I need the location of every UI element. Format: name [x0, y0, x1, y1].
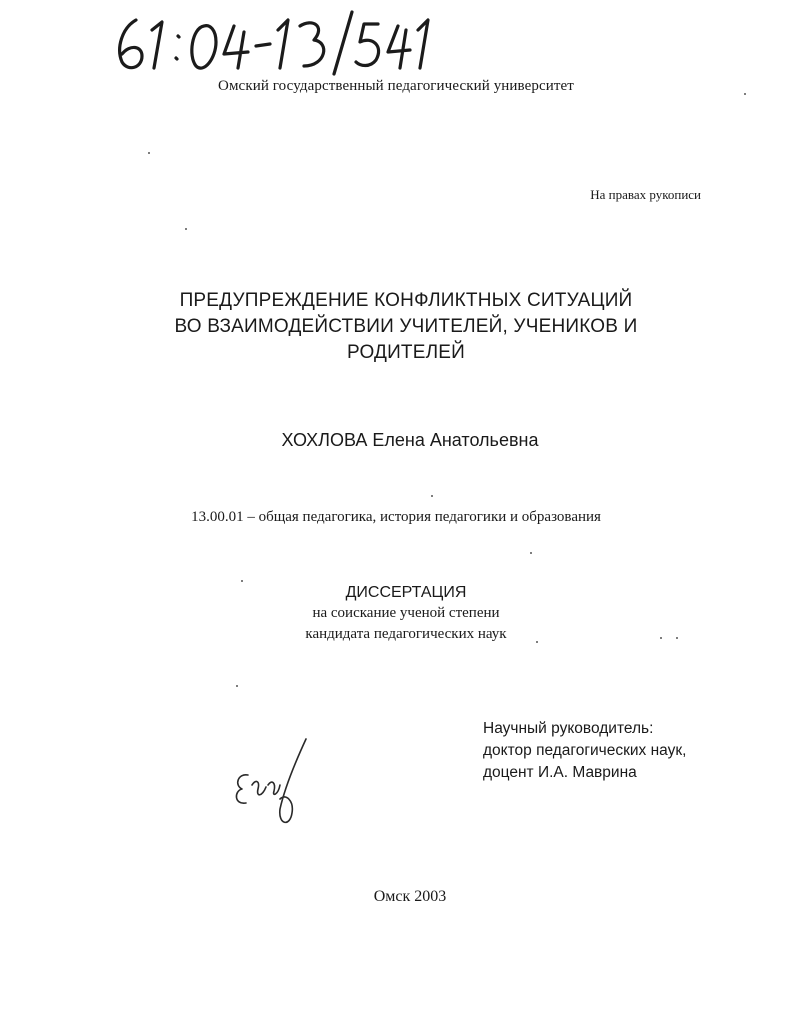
scan-speck	[536, 641, 538, 643]
supervisor-label: Научный руководитель:	[483, 720, 654, 737]
scan-speck	[530, 552, 532, 554]
rights-note: На правах рукописи	[590, 187, 701, 202]
handwritten-code-drawing	[108, 6, 438, 78]
specialty-code: 13.00.01 – общая педагогика, история педагогики и образования	[191, 509, 601, 525]
supervisor-degree: доктор педагогических наук,	[483, 742, 687, 759]
dissertation-title	[60, 288, 752, 366]
title-line-1: ПРЕДУПРЕЖДЕНИЕ КОНФЛИКТНЫХ СИТУАЦИЙ	[179, 290, 633, 311]
scan-speck	[236, 685, 238, 687]
handwritten-registry-code	[108, 6, 438, 78]
supervisor-block	[483, 718, 686, 784]
signature-drawing	[228, 735, 318, 830]
dissertation-line-2: кандидата педагогических наук	[305, 626, 507, 642]
scan-speck	[660, 637, 662, 639]
dissertation-block	[0, 582, 792, 645]
author-name: ХОХЛОВА Елена Анатольевна	[281, 430, 539, 450]
scan-speck	[241, 580, 243, 582]
scan-speck	[431, 495, 433, 497]
supervisor-name: доцент И.А. Маврина	[483, 764, 637, 781]
scan-speck	[744, 93, 746, 95]
dissertation-heading: ДИССЕРТАЦИЯ	[345, 584, 467, 601]
city-year: Омск 2003	[373, 888, 447, 905]
university-name: Омский государственный педагогический университет	[218, 78, 574, 94]
scan-speck	[676, 637, 678, 639]
scan-speck	[185, 228, 187, 230]
handwritten-signature	[228, 735, 318, 830]
scan-speck	[148, 152, 150, 154]
dissertation-line-1: на соискание ученой степени	[312, 605, 500, 621]
title-line-3: РОДИТЕЛЕЙ	[346, 342, 466, 363]
title-line-2: ВО ВЗАИМОДЕЙСТВИИ УЧИТЕЛЕЙ, УЧЕНИКОВ И	[174, 316, 638, 337]
